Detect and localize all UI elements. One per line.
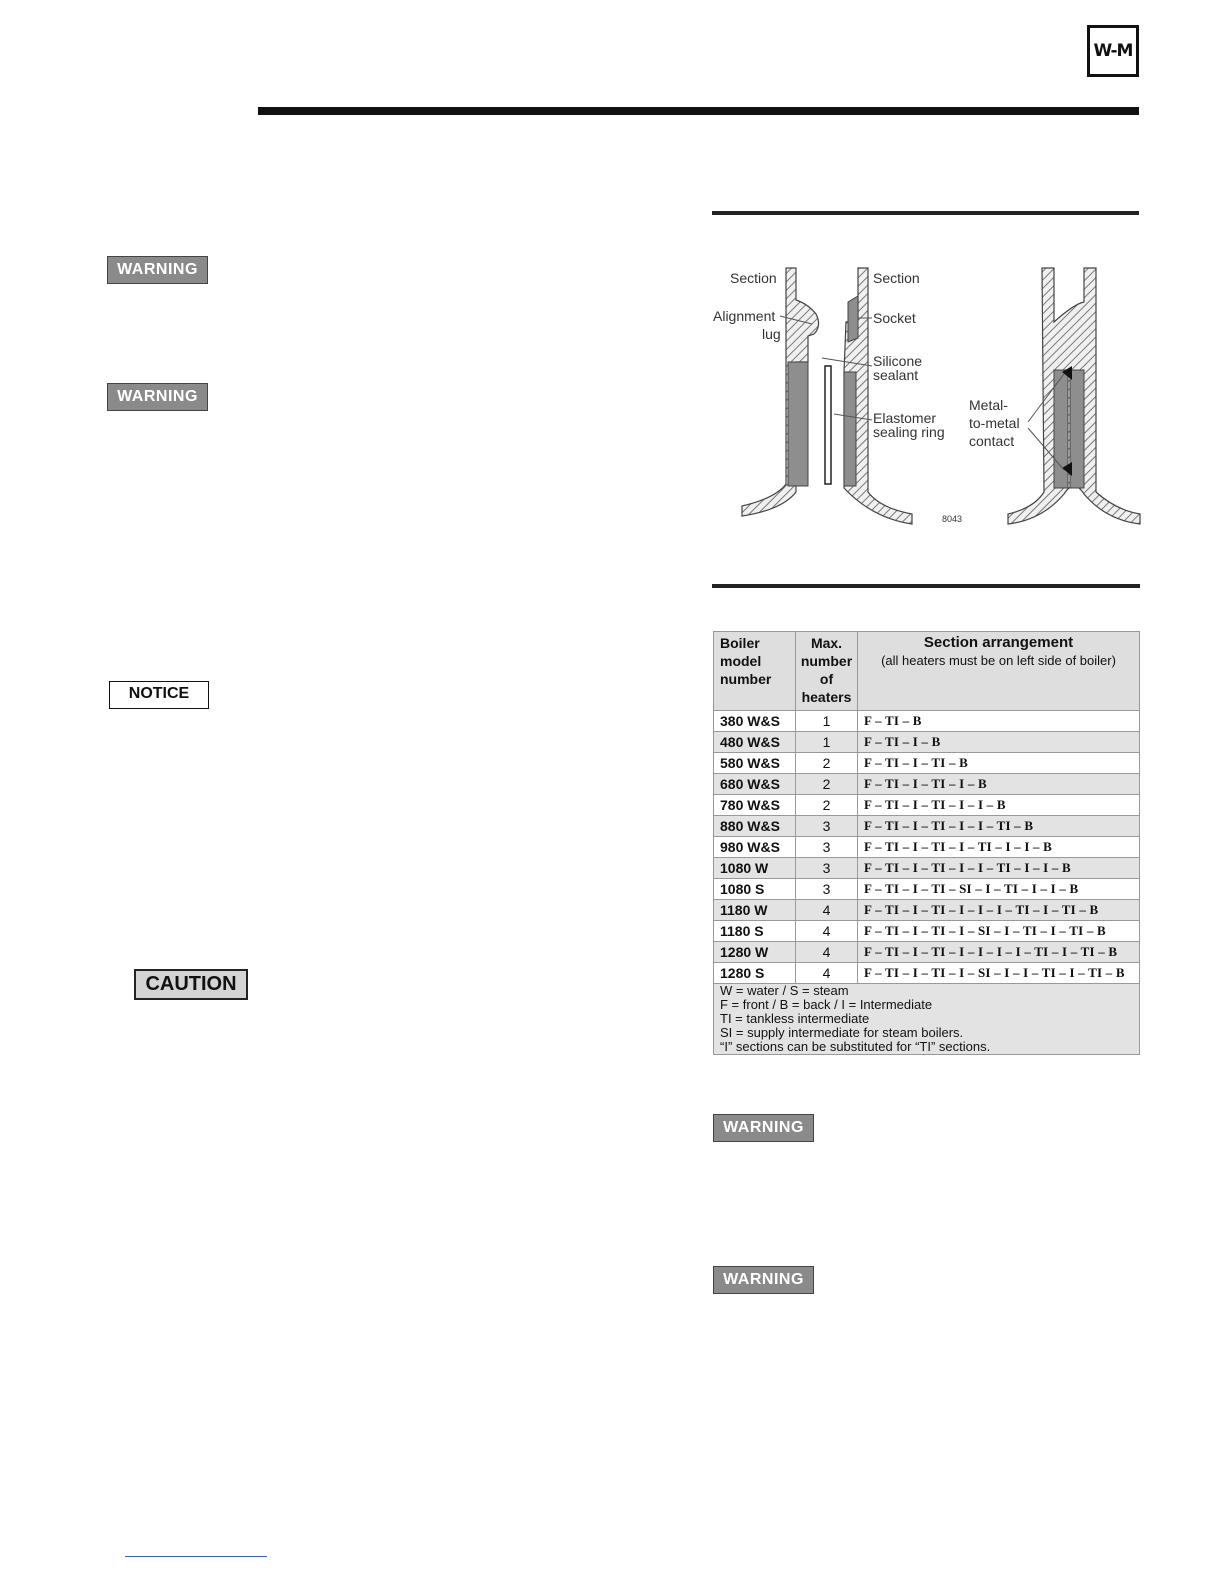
cell-section-sequence: F – TI – I – TI – I – SI – I – I – TI – I – TI – B: [858, 963, 1140, 984]
table-rule: [712, 584, 1140, 588]
socket-shape: [848, 296, 858, 342]
header-section-arrangement: [858, 632, 1140, 711]
cell-max-heaters: 4: [796, 942, 858, 963]
logo-text: W-M: [1093, 41, 1133, 61]
middle-section-face: [844, 372, 856, 486]
header-max-line: Max.: [810, 635, 843, 651]
header-max-line: number: [800, 653, 853, 669]
cell-model: 680 W&S: [714, 774, 796, 795]
cell-model: 1080 W: [714, 858, 796, 879]
table-row: [714, 795, 1140, 816]
cell-max-heaters: 4: [796, 921, 858, 942]
label-alignment-lug: Alignment: [713, 308, 776, 324]
left-section-face: [788, 362, 808, 486]
warning-badge: WARNING: [713, 1114, 814, 1142]
table-notes: [714, 984, 1140, 1055]
caution-badge: CAUTION: [134, 969, 248, 1000]
header-model-line: Boiler: [720, 635, 760, 651]
label-metal: Metal-: [969, 397, 1008, 413]
cell-model: 380 W&S: [714, 711, 796, 732]
cell-section-sequence: F – TI – I – TI – I – I – TI – I – I – B: [858, 858, 1140, 879]
table-row: [714, 858, 1140, 879]
label-metal-3: contact: [969, 433, 1015, 449]
notice-badge: NOTICE: [109, 681, 209, 709]
section-joint-diagram: [712, 262, 1142, 530]
header-max-line: of: [819, 671, 834, 687]
cell-model: 480 W&S: [714, 732, 796, 753]
warning-badge: WARNING: [107, 256, 208, 284]
cell-section-sequence: F – TI – I – TI – SI – I – TI – I – I – B: [858, 879, 1140, 900]
note-line: W = water / S = steam: [720, 983, 849, 998]
cell-model: 980 W&S: [714, 837, 796, 858]
label-socket: Socket: [873, 310, 916, 326]
header-model: [714, 632, 796, 711]
cell-max-heaters: 3: [796, 816, 858, 837]
cell-section-sequence: F – TI – B: [858, 711, 1140, 732]
elastomer-ring-shape: [825, 366, 831, 484]
table-row: [714, 732, 1140, 753]
note-line: TI = tankless intermediate: [720, 1011, 870, 1026]
cell-section-sequence: F – TI – I – TI – I – I – TI – B: [858, 816, 1140, 837]
table-row: [714, 837, 1140, 858]
footer-link[interactable]: [125, 1556, 267, 1557]
assembled-face-right: [1070, 370, 1084, 488]
table-row: [714, 711, 1140, 732]
weil-mclain-logo: [1087, 25, 1139, 77]
header-model-line: model: [720, 653, 762, 669]
cell-model: 880 W&S: [714, 816, 796, 837]
cell-section-sequence: F – TI – I – TI – I – I – I – I – TI – I – TI – B: [858, 942, 1140, 963]
cell-max-heaters: 4: [796, 963, 858, 984]
header-section-subtitle: (all heaters must be on left side of boiler): [881, 653, 1116, 668]
label-elastomer: Elastomer: [873, 410, 937, 426]
cell-section-sequence: F – TI – I – TI – B: [858, 753, 1140, 774]
cell-model: 1280 S: [714, 963, 796, 984]
cell-max-heaters: 3: [796, 837, 858, 858]
label-section-right: Section: [873, 270, 920, 286]
label-silicone-2: sealant: [873, 367, 919, 383]
table-row: [714, 942, 1140, 963]
cell-section-sequence: F – TI – I – TI – I – TI – I – I – B: [858, 837, 1140, 858]
cell-max-heaters: 2: [796, 753, 858, 774]
note-line: “I” sections can be substituted for “TI” sections.: [720, 1039, 991, 1054]
cell-max-heaters: 2: [796, 795, 858, 816]
cell-model: 780 W&S: [714, 795, 796, 816]
cell-max-heaters: 1: [796, 711, 858, 732]
cell-section-sequence: F – TI – I – TI – I – I – B: [858, 795, 1140, 816]
label-elastomer-2: sealing ring: [873, 424, 945, 440]
table-row: [714, 963, 1140, 984]
note-line: SI = supply intermediate for steam boilers.: [720, 1025, 964, 1040]
table-row: [714, 900, 1140, 921]
label-silicone: Silicone: [873, 353, 923, 369]
note-line: F = front / B = back / I = Intermediate: [720, 997, 933, 1012]
cell-max-heaters: 1: [796, 732, 858, 753]
cell-model: 1180 W: [714, 900, 796, 921]
cell-section-sequence: F – TI – I – TI – I – SI – I – TI – I – TI – B: [858, 921, 1140, 942]
label-metal-2: to-metal: [969, 415, 1020, 431]
table-row: [714, 879, 1140, 900]
cell-max-heaters: 3: [796, 879, 858, 900]
header-max-heaters: [796, 632, 858, 711]
table-row: [714, 816, 1140, 837]
cell-model: 1180 S: [714, 921, 796, 942]
table-row: [714, 921, 1140, 942]
cell-section-sequence: F – TI – I – TI – I – B: [858, 774, 1140, 795]
cell-model: 580 W&S: [714, 753, 796, 774]
cell-model: 1080 S: [714, 879, 796, 900]
warning-badge: WARNING: [107, 383, 208, 411]
cell-section-sequence: F – TI – I – B: [858, 732, 1140, 753]
header-section-title: Section arrangement: [923, 634, 1074, 651]
figure-id: 8043: [942, 514, 963, 524]
warning-badge: WARNING: [713, 1266, 814, 1294]
cell-model: 1280 W: [714, 942, 796, 963]
header-max-line: heaters: [801, 689, 852, 705]
table-row: [714, 753, 1140, 774]
label-alignment-lug-2: lug: [762, 326, 781, 342]
cell-max-heaters: 2: [796, 774, 858, 795]
figure-rule: [712, 211, 1139, 215]
header-bar: [258, 107, 1139, 115]
label-section-left: Section: [730, 270, 777, 286]
section-arrangement-table: [713, 631, 1140, 1055]
cell-max-heaters: 4: [796, 900, 858, 921]
header-model-line: number: [720, 671, 772, 687]
table-row: [714, 774, 1140, 795]
cell-section-sequence: F – TI – I – TI – I – I – I – TI – I – TI – B: [858, 900, 1140, 921]
cell-max-heaters: 3: [796, 858, 858, 879]
